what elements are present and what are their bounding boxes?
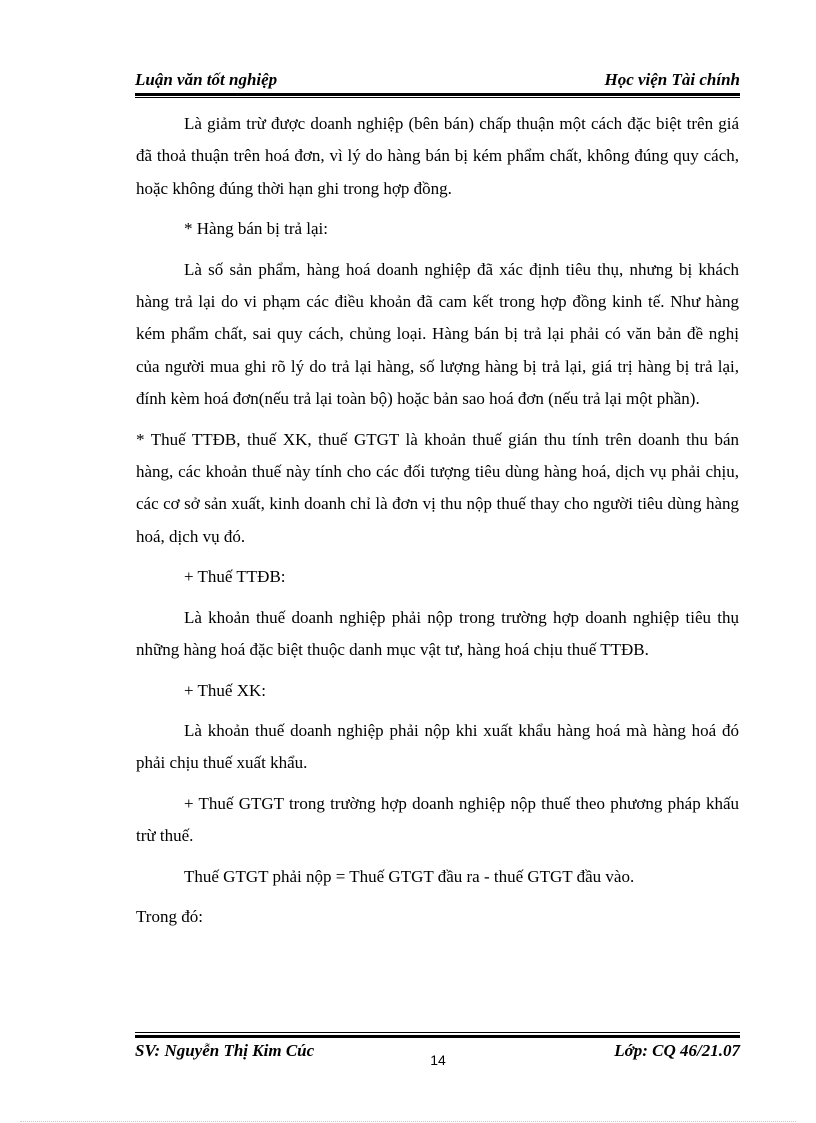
header-rule-thick — [135, 93, 740, 96]
footer-rule-thin — [135, 1032, 740, 1033]
student-name: SV: Nguyễn Thị Kim Cúc — [135, 1041, 315, 1060]
vat-formula: Thuế GTGT phải nộp = Thuế GTGT đầu ra - thuế GTGT đầu vào. — [184, 866, 635, 886]
page-number: 14 — [430, 1052, 446, 1068]
heading-special-consumption-tax: + Thuế TTĐB: — [184, 567, 286, 587]
heading-returned-goods: * Hàng bán bị trả lại: — [184, 219, 328, 239]
institution-name: Học viện Tài chính — [604, 70, 740, 89]
paragraph-where: Trong đó: — [136, 906, 203, 926]
class-code: Lớp: CQ 46/21.07 — [614, 1041, 740, 1060]
paragraph-vat-method: + Thuế GTGT trong trường hợp doanh nghiệp nộp thuế theo phương pháp khấu trừ thuế. — [136, 793, 739, 846]
paragraph-discount-definition: Là giảm trừ được doanh nghiệp (bên bán) chấp thuận một cách đặc biệt trên giá đã thoả thuận trên hoá đơn, vì lý do hàng bán bị kém phẩm chất, không đúng quy cách, hoặc không đúng thời hạn ghi trong hợp đồng. — [136, 114, 739, 198]
paragraph-special-consumption-tax: Là khoản thuế doanh nghiệp phải nộp trong trường hợp doanh nghiệp tiêu thụ những hàng hoá đặc biệt thuộc danh mục vật tư, hàng hoá chịu thuế TTĐB. — [136, 607, 739, 660]
page-header — [135, 70, 740, 92]
page-body — [136, 108, 739, 941]
footer-rule-thick — [135, 1035, 740, 1038]
heading-export-tax: + Thuế XK: — [184, 680, 266, 700]
page-break-line — [20, 1121, 796, 1122]
header-rule-thin — [135, 97, 740, 98]
paragraph-returned-goods: Là số sản phẩm, hàng hoá doanh nghiệp đã xác định tiêu thụ, nhưng bị khách hàng trả lại do vi phạm các điều khoản đã cam kết trong hợp đồng kinh tế. Như hàng kém phẩm chất, sai quy cách, chủng loại. Hàng bán bị trả lại phải có văn bản đề nghị của người mua ghi rõ lý do trả lại hàng, số lượng hàng bị trả lại, giá trị hàng bị trả lại, đính kèm hoá đơn(nếu trả lại toàn bộ) hoặc bản sao hoá đơn (nếu trả lại một phần). — [136, 259, 739, 409]
paragraph-export-tax: Là khoản thuế doanh nghiệp phải nộp khi xuất khẩu hàng hoá mà hàng hoá đó phải chịu thuế xuất khẩu. — [136, 720, 739, 773]
paragraph-indirect-taxes: * Thuế TTĐB, thuế XK, thuế GTGT là khoản thuế gián thu tính trên doanh thu bán hàng, các khoản thuế này tính cho các đối tượng tiêu dùng hàng hoá, dịch vụ phải chịu, các cơ sở sản xuất, kinh doanh chỉ là đơn vị thu nộp thuế thay cho người tiêu dùng hàng hoá, dịch vụ đó. — [136, 429, 739, 546]
thesis-title: Luận văn tốt nghiệp — [135, 70, 278, 89]
